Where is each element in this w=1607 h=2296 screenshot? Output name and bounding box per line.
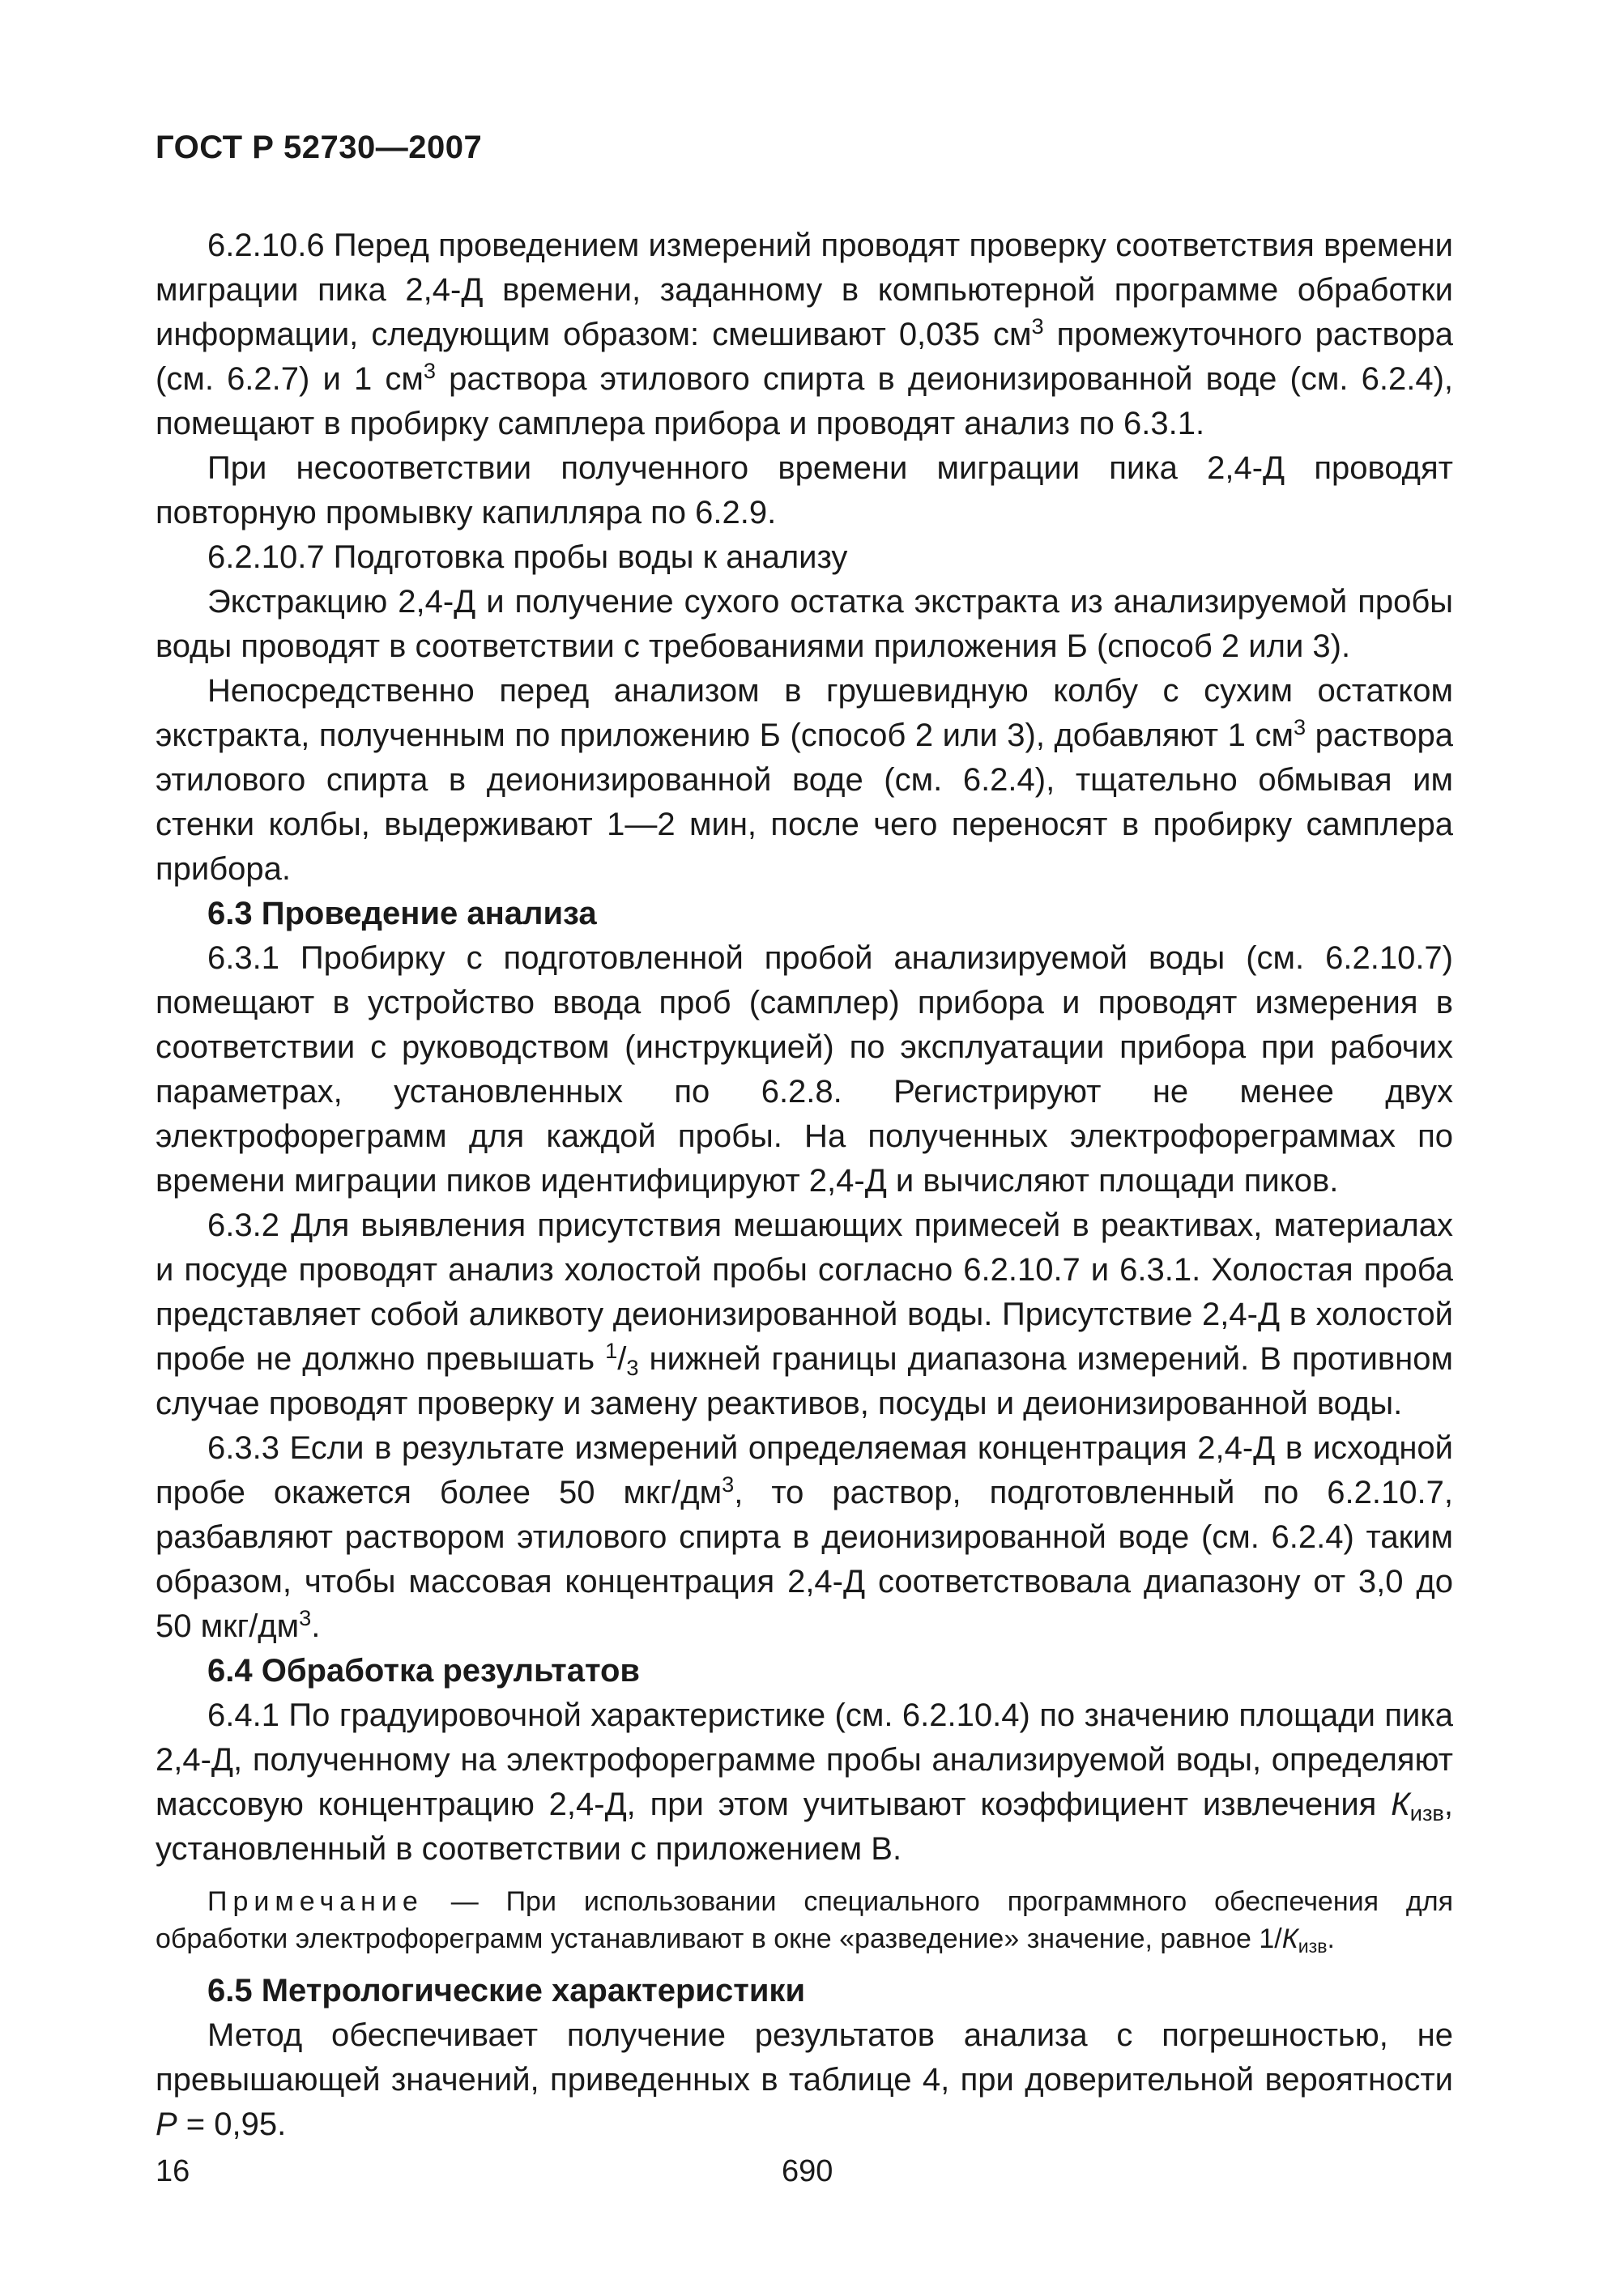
document-header: ГОСТ Р 52730—2007 [156, 130, 483, 165]
paragraph-extraction: Экстракцию 2,4-Д и получение сухого остатка экстракта из анализируемой пробы воды проводят в соответствии с требованиями приложения Б (способ 2 или 3). [156, 584, 1453, 664]
document-body [156, 224, 1453, 2147]
section-heading-6-3: 6.3 Проведение анализа [207, 896, 597, 931]
paragraph-6-4-1: 6.4.1 По градуировочной характеристике (см. 6.2.10.4) по значению площади пика 2,4-Д, полученному на электрофореграмме пробы анализируемой воды, определяют массовую концентрацию 2,4-Д, при этом учитывают коэффициент извлечения $К_{изв}$, установленный в соответствии с приложением В. [156, 1698, 1453, 1867]
paragraph-6-2-10-7: 6.2.10.7 Подготовка пробы воды к анализу [207, 539, 848, 575]
paragraph-immediately-before: Непосредственно перед анализом в грушевидную колбу с сухим остатком экстракта, полученным по приложению Б (способ 2 или 3), добавляют 1 $см^3$ раствора этилового спирта в деионизированной воде (см. 6.2.4), тщательно обмывая им стенки колбы, выдерживают 1—2 мин, после чего переносят в пробирку самплера прибора. [156, 673, 1453, 887]
section-heading-6-5: 6.5 Метрологические характеристики [207, 1973, 806, 2008]
page-stamp-number: 690 [782, 2154, 833, 2188]
paragraph-6-3-2: 6.3.2 Для выявления присутствия мешающих примесей в реактивах, материалах и посуде проводят анализ холостой пробы согласно 6.2.10.7 и 6.3.1. Холостая проба представляет собой аликвоту деионизированной воды. Присутствие 2,4-Д в холостой пробе не должно превышать $^1$/3 нижней границы диапазона измерений. В противном случае проводят проверку и замену реактивов, посуды и деионизированной воды. [156, 1208, 1453, 1421]
note-label: Примечание [207, 1886, 424, 1917]
paragraph-6-2-10-6: 6.2.10.6 Перед проведением измерений проводят проверку соответствия времени миграции пика 2,4-Д времени, заданному в компьютерной программе обработки информации, следующим образом: смешивают 0,035 $см^3$ промежуточного раствора (см. 6.2.7) и 1 $см^3$ раствора этилового спирта в деионизированной воде (см. 6.2.4), помещают в пробирку самплера прибора и проводят анализ по 6.3.1. [156, 228, 1454, 441]
page-number: 16 [156, 2154, 190, 2188]
paragraph-mismatch: При несоответствии полученного времени миграции пика 2,4-Д проводят повторную промывку капилляра по 6.2.9. [156, 450, 1453, 530]
paragraph-6-5: Метод обеспечивает получение результатов анализа с погрешностью, не превышающей значений, приведенных в таблице 4, при доверительной вероятности P = 0,95. [156, 2017, 1453, 2142]
section-heading-6-4: 6.4 Обработка результатов [207, 1653, 641, 1689]
paragraph-6-3-1: 6.3.1 Пробирку с подготовленной пробой анализируемой воды (см. 6.2.10.7) помещают в устройство ввода проб (самплер) прибора и проводят измерения в соответствии с руководством (инструкцией) по эксплуатации прибора при рабочих параметрах, установленных по 6.2.8. Регистрируют не менее двух электрофореграмм для каждой пробы. На полученных электрофореграммах по времени миграции пиков идентифицируют 2,4-Д и вычисляют площади пиков. [156, 940, 1453, 1199]
note-paragraph: Примечание — При использовании специального программного обеспечения для обработки электрофореграмм устанавливают в окне «разведение» значение, равное $1/К_{изв}$. [156, 1886, 1453, 1957]
paragraph-6-3-3: 6.3.3 Если в результате измерений определяемая концентрация 2,4-Д в исходной пробе окажется более 50 мкг/$дм^3$, то раствор, подготовленный по 6.2.10.7, разбавляют раствором этилового спирта в деионизированной воде (см. 6.2.4) таким образом, чтобы массовая концентрация 2,4-Д соответствовала диапазону от 3,0 до 50 мкг/$дм^3$. [156, 1430, 1453, 1644]
